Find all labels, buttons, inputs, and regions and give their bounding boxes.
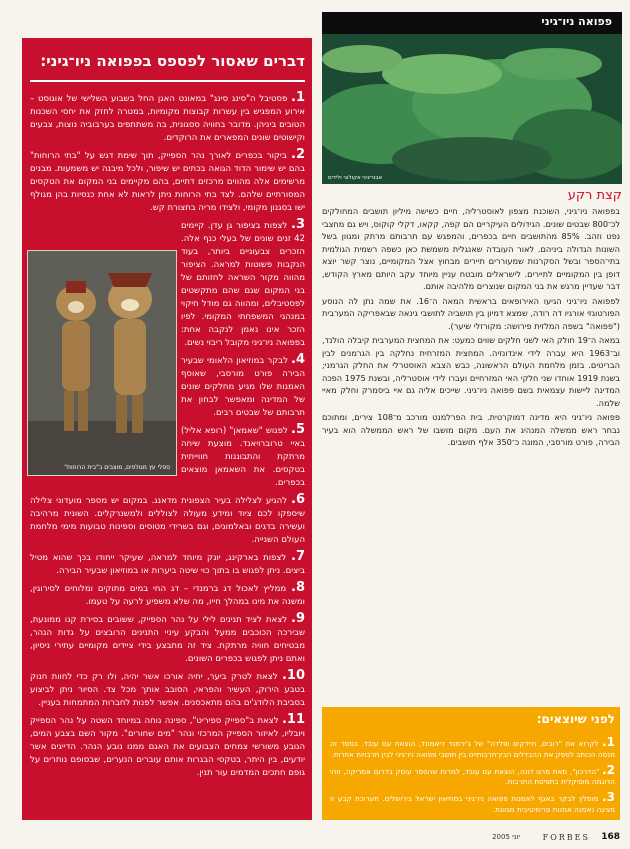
item-text: לפגוש "שאמאן" (רופא אליל) באיי טרוברויאנד. מוצעת שיחה מרתקת והתבוננות חווייתית בטקסים. את השאמאן מוצאים בכפרים. (181, 426, 305, 488)
page-footer (322, 832, 620, 844)
item-text: לצאת לטרק ביער, יחיה אורכו אשר יהיה, ולו רק כדי לחוות חנוק בטבע הירוק, העשיר והפראי, הסובב אותך מכל צד. הסיור ניתן לביצוע בסביבת הלודג'ים בהם מתאכסנים. אפשר לפנות לחברות המתמחות בעניין. (30, 672, 305, 708)
background-paragraph: במאה ה־19 חולק האי לשני חלקים שווים כמעט: את המחצית המערבית קיבלה הולנד, וב־1963 היא עברה לידי אינדונזיה. המחצית המזרחית נחלקה בין הגרמנים לבין הבריטים. בזמן מלחמת העולם הראשונה, כבש הצבא האוסטרלי את החלק הגרמני; בשנת 1919 אוחדו שני חלקי האי המזרחיים ועברו לידי אוסטרליה, ובשנת 1975 הפכה המדינה ליישות עצמאית בשם פפואה ניו־גיני. שייכים אליה גם איי ביסמרק וחלק מאיי שלמה. (322, 335, 620, 408)
item-number: 2. (602, 762, 615, 777)
background-body (322, 205, 620, 451)
item-text: מומלץ לבקר באגף לאמנות פפואה ניו־גיני במוזיאון ישראל בירושלים. תערוכת קבע זו מציגה נאמנה אמנות פרימיטיבית מגוונת. (330, 794, 615, 814)
item-text: לצאת לציד תנינים לילי על נהר הספייק, ששובים בסירת קנו ממונעת, שבירכה הכוכבים ממעל והבקע עיניי התנינים הרובצים על גדות הנהר, מבטיחים חוויה מרתקת. ציד זה מתבצע בידי ציידים מקומיים עתירי ניסיון, ואתם ניתן לפגוש בכפרים השונים. (30, 615, 305, 664)
background-paragraph: לפפואה ניו־גיני הגיעו האירופאים בראשית המאה ה־16. את שמה נתן לה הנוסע הפורטוגזי אורגיו דה רודה, שמצא דמיון בין תושביה לתושבי גינאה שבאפריקה המערבית ("פפואה" בשפה המלזית פירושה: מקורזלי שיער). (322, 295, 620, 331)
item-number: 11. (281, 712, 305, 727)
list-item (30, 611, 305, 666)
list-item (30, 90, 305, 145)
carvings-photo (27, 250, 177, 476)
magazine-name: FORBES (542, 833, 590, 842)
page-number: 168 (601, 832, 620, 842)
item-number: 3. (291, 217, 306, 232)
item-number: 2. (291, 147, 305, 162)
background-paragraph: בפפואה ניו־גיני, השוכנת מצפון לאוסטרליה, חיים כשישה מיליון תושבים המחולקים לכ־800 שבטים שונים. הגידולים העיקריים הם קפה, קקאו, דקלי קוקוס, ויש גם מחצבי נפט וזהב. 85% מהתושבים חיים בכפרים, והמפגש עם תרבותם מרתק ומגוון בשל השונות הגדולה ביניהם. לאור העובדה שאנגלית משמשת כאן כשפה רשמית הגולמית בתי־הספר ובשל הסקרנות שמעוררים תיירים מבחוץ אצל המקומיים, נוצר קשר יוצא דופן בין המקומיים לתיירים. לישראלים מובטח עניין מיוחד עקב היותם מארץ הקודש, דבר שעדיין מרגש את בני המקום שנוצרים מלהיבה אותם. (322, 206, 620, 291)
list-item (30, 712, 305, 780)
item-number: 9. (291, 611, 306, 626)
list-item (30, 147, 305, 215)
reef-photo (322, 34, 622, 184)
item-text: לבקר במוזיאון הלאומי שבעיר הבירה פורט מורסבי, שאוסף האמנות שלו מגיע מחלקים שונים של המדינה ומאפשר לבחון את תרבותם של שבטים רבים. (181, 356, 305, 418)
reef-illustration (322, 34, 622, 184)
section-header-title: פפואה ניו־גיני (541, 15, 612, 28)
item-number: 7. (291, 549, 306, 564)
issue-date: יוני 2005 (492, 833, 520, 841)
red-sidebar-rule (30, 80, 305, 82)
item-number: 4. (291, 352, 305, 367)
item-text: לקרוא את "רובים, חיידקים ופלדה" של ג'ירמנד דיאמונד, הוצאת עם עובד. בספר זה מנסה הכותב לספק את ההבדלים הבין־תרבותיים בין תושבי פפואה ניו־גיני לבין תרבויות אחרות. (330, 739, 615, 759)
section-header (322, 12, 622, 34)
item-text: ממליץ לאכול דג ברמנדי – דג החי במים מתוקים ומלוחים לסירוגין, ומשנה את מינו במהלך חייו, מה שלא משפיע לרעה על טעמו. (30, 584, 305, 607)
item-number: 3. (602, 790, 615, 805)
item-text: פסטיבל ה"סינג סינג" במאונט האגן החל בשבוע השלישי של אוגוסט – אירוע המפגיש בין עשרות קבוצות מקומיות, במטרה לחזק את יחסי השכנות הטובים ביניהן. מדובר בחוויה ססגונית, בה משתתפים בערבוביה נוצות, צבעים וקישוטים שונים המפארים את הרוקדים. (30, 94, 305, 143)
list-item (30, 668, 305, 710)
list-item (30, 549, 305, 578)
red-sidebar-title: דברים שאסור לפספס בפפואה ניו־גיני: (40, 52, 305, 70)
item-number: 8. (291, 580, 305, 595)
item-number: 1. (602, 735, 615, 749)
item-text: "הדרכון", מאת מרגו דונה, הוצאת עם עובד, למרות שהספר עוסק בדרום אמריקה, זוהי הדוגמה מוסיקלית בתפיסת התרבות. (330, 766, 615, 787)
tips-title: לפני שיוצאים: (536, 712, 615, 726)
item-number: 1. (291, 90, 306, 105)
tips-list (330, 735, 615, 818)
item-text: ביקור בכפרים לאורך נהר הספייק, תוך שימת דגש על "בתי הרוחות" בהם יש שימור הדוד הגואה בכתים יש שיפור, ולכל מיבנה יש משמעות. מבנים מרשימים אלה מהווים מרכזים דתיים, בהם מקיימים בני המקום את הטקסים המסורתיים שלהם. לצד בתי הרוחות ניתן לראות לא אחת כנסיות בהן מגולף ישו בסגנון מקומי, ולצידו מריה בתצורת קש. (30, 151, 305, 213)
list-item (181, 422, 305, 490)
item-number: 6. (291, 492, 305, 507)
carvings-photo-caption: פסלי עץ מגולפים, מוצבים ב"בית הרוחות" (64, 464, 170, 471)
list-item (330, 735, 615, 761)
item-text: לצפות בציפור גן עדן. קיימים 42 זנים שונים של בעלי כנף אלה. הזכרים צבעוניים ביותר, בעוד הנקבות פשוטות למראה. הציפור מהווה מקור השראה לחזותם של בני המקום שגם שהם מתקשטים לפסטיבלים, ומהווה גם מודל חיקוי במנהגי המשפחתי המקומי. לפיו הזכר אינו נאמן לנקבה אחת: בפפואה ניו־גיני מקובל ריבוי נשים. (181, 221, 305, 348)
list-item (30, 580, 305, 609)
carvings-illustration (28, 251, 176, 475)
list-item (30, 492, 305, 547)
item-number: 10. (281, 668, 306, 683)
list-item (330, 790, 615, 816)
background-title: קצת רקע (567, 188, 622, 203)
background-paragraph: פפואה ניו־גיני היא מדינה דמוקרטית. בית הפרלמנט מורכב מ־108 צירים, ומתוכם נבחר ראש ממשלה המנהיג את העם. מקום מושבו של ראש הממשלה הוא בעיר הבירה, פורט מורסבי, המונה כ־350 אלף תושבים. (322, 412, 620, 447)
list-item (330, 763, 615, 789)
item-number: 5. (291, 422, 305, 437)
item-text: לצפות בארקינג, יונק מיוחד למראה, שעיקר ייחודו בכך שהוא מטיל ביצים. ניתן לפגוש בו בתוך כוי שיטה ביערות או במוזיאון שבעיר הבירה. (30, 553, 305, 576)
reef-photo-caption: אבוריגיני אקולוגי ולידים (328, 175, 383, 181)
list-item (181, 352, 305, 420)
item-text: להגיע לצלילה בעיר הצפונית מדאנג. במקום יש מספר מועדוני צלילה שיספקו לכם ציוד ומידע מעולה לצוללים ולמשנרקלים. השונית מרהיבה ועשירה בדגים ובאלמוגים, וגם בשרידי מטוסים וספינות טבועות מימי מלחמת העולם השנייה. (30, 496, 305, 545)
item-text: לצאת ב"ספייק ספיריט", ספינה נוחה במיוחד השטה על נהר הספייק ויובליו, לאיזור הספייק המרכזי ונהר "מים שחורים". מקור השם בצבע המים, הנובע משורשי צמחים הצבועים את האגם ממנו נובע הנהר. הדייגים אשר יודעים, בין היתר, בטקסי הבגרות אותם עוברים הנערים, שבסופם נותרים על גופם חתכים המדמים עור תנין. (30, 716, 305, 778)
list-item (181, 217, 305, 350)
